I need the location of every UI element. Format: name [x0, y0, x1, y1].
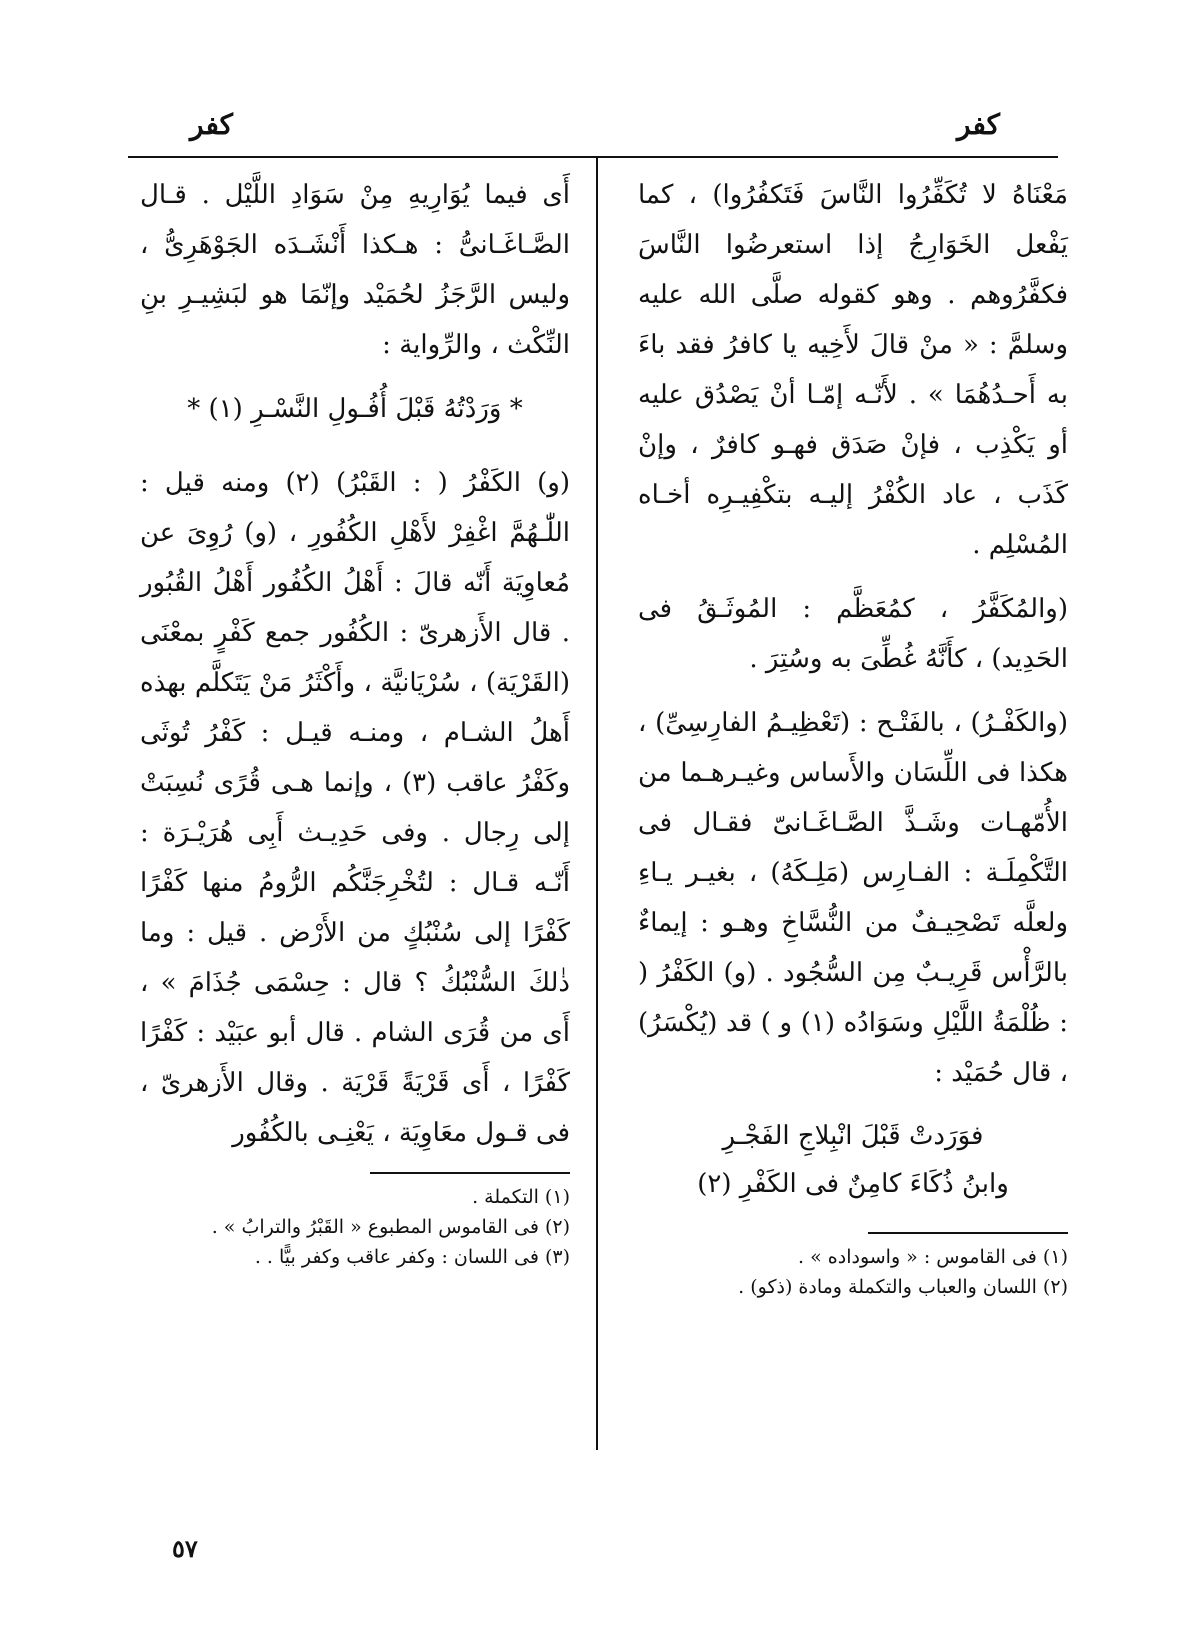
right-column [638, 170, 1068, 1302]
running-header-right: كفر [957, 108, 1000, 141]
left-footnotes [140, 1182, 570, 1272]
footnote: (٣) فى اللسان : وكفر عاقب وكفر بيًّا . . [254, 1246, 570, 1268]
footnote: (٢) فى القاموس المطبوع « القَبْرُ والترابُ » . [211, 1216, 570, 1238]
right-verse [638, 1112, 1068, 1208]
verse-line-2: وابنُ ذُكَاءَ كامِنٌ فى الكَفْرِ (٢) [697, 1169, 1009, 1199]
page-number: ٥٧ [172, 1534, 198, 1563]
right-paragraph-3: (والكَفْـرُ) ، بالفَتْـح : (تَعْظِيـمُ الفارِسِىِّ) ، هكذا فى اللِّسَان والأَساس وغيـرهـما من الأُمّهـات وشَـذَّ الصَّـاغَـانىّ فقـال فى التَّكْمِلَـة : الفـارِس (مَلِـكَهُ) ، بغيـر يـاءِ ولعلَّه تَصْحِيـفٌ من النُّسَّاخِ وهـو : إيماءٌ بالرَّأْس قَرِيـبٌ مِن السُّجُود . (و) الكَفْرُ ( : ظُلْمَةُ اللَّيْلِ وسَوَادُه (١) و ) قد (يُكْسَرُ) ، قال حُمَيْد : [638, 708, 1068, 1088]
footnote: (١) فى القاموس : « واسوداده » . [798, 1246, 1068, 1268]
footnote: (١) التكملة . [472, 1186, 570, 1208]
left-footnote-rule [370, 1172, 570, 1174]
right-paragraph-2: (والمُكَفَّرُ ، كمُعَظَّم : المُوثَـقُ فى الحَدِيد) ، كأَنَّهُ غُطِّىَ به وسُتِرَ . [638, 594, 1068, 674]
footnote: (٢) اللسان والعباب والتكملة ومادة (ذكو) . [738, 1276, 1068, 1298]
left-verse: * وَرَدْتُهُ قَبْلَ أُفُـولِ النَّسْـرِ (١) * [187, 394, 523, 424]
left-paragraph-1: أَى فيما يُوَارِيهِ مِنْ سَوَادِ اللَّيْل . قـال الصَّـاغَـانىُّ : هـكذا أَنْشَـدَه الجَوْهَرِىُّ ، وليس الرَّجَزُ لحُمَيْد وإنّمَا هو لبَشِيـرِ بنِ النِّكْث ، والرِّواية : [140, 180, 570, 360]
header-rule [128, 156, 1058, 158]
left-column [140, 170, 570, 1272]
column-divider [596, 158, 598, 1450]
verse-line-1: فوَرَدتْ قَبْلَ انْبِلاجِ الفَجْـرِ [722, 1121, 984, 1151]
left-paragraph-2: (و) الكَفْرُ ( : القَبْرُ) (٢) ومنه قيل : اللّٰـهُمَّ اغْفِرْ لأَهْلِ الكُفُورِ ، (و) رُوِىَ عن مُعاوِيَة أَنّه قالَ : أَهْلُ الكُفُور أَهْلُ القُبُور . قال الأَزهرىّ : الكُفُور جمع كَفْرٍ بمعْنَى (القَرْيَة) ، سُرْيَانيَّة ، وأَكْثَرُ مَنْ يَتَكلَّم بهذه أَهلُ الشـام ، ومنـه قيـل : كَفْرُ تُوثَى وكَفْرُ عاقب (٣) ، وإنما هـى قُرًى نُسِبَتْ إلى رِجال . وفى حَدِيـث أَبِى هُرَيْـرَة : أَنّـه قـال : لتُخْرِجَنَّكُم الرُّومُ منها كَفْرًا كَفْرًا إلى سُنْبُكٍ من الأَرْض . قيل : وما ذٰلكَ السُّنْبُكُ ؟ قال : حِسْمَى جُذَامَ » ، أَى من قُرَى الشام . قال أبو عبَيْد : كَفْرًا كَفْرًا ، أَى قَرْيَةً قَرْيَة . وقال الأَزهرىّ ، فى قـول معَاوِيَة ، يَعْنِـى بالكُفُور [140, 468, 571, 1148]
right-footnotes [638, 1242, 1068, 1302]
running-header-left: كفر [190, 108, 233, 141]
right-footnote-rule [868, 1232, 1068, 1234]
right-paragraph-1: مَعْنَاهُ لا تُكَفِّرُوا النَّاسَ فَتَكفُرُوا) ، كما يَفْعل الخَوَارِجُ إذا استعرضُوا النَّاسَ فكفَّرُوهم . وهو كقوله صلَّى الله عليه وسلمَّ : « منْ قالَ لأَخِيه يا كافرُ فقد باءَ به أَحـدُهُمَا » . لأَنّـه إمّـا أنْ يَصْدُق عليه أو يَكْذِب ، فإنْ صَدَق فهـو كافرٌ ، وإنْ كَذَب ، عاد الكُفْرُ إليـه بتكْفِيـرِه أخـاه المُسْلِم . [638, 180, 1068, 560]
